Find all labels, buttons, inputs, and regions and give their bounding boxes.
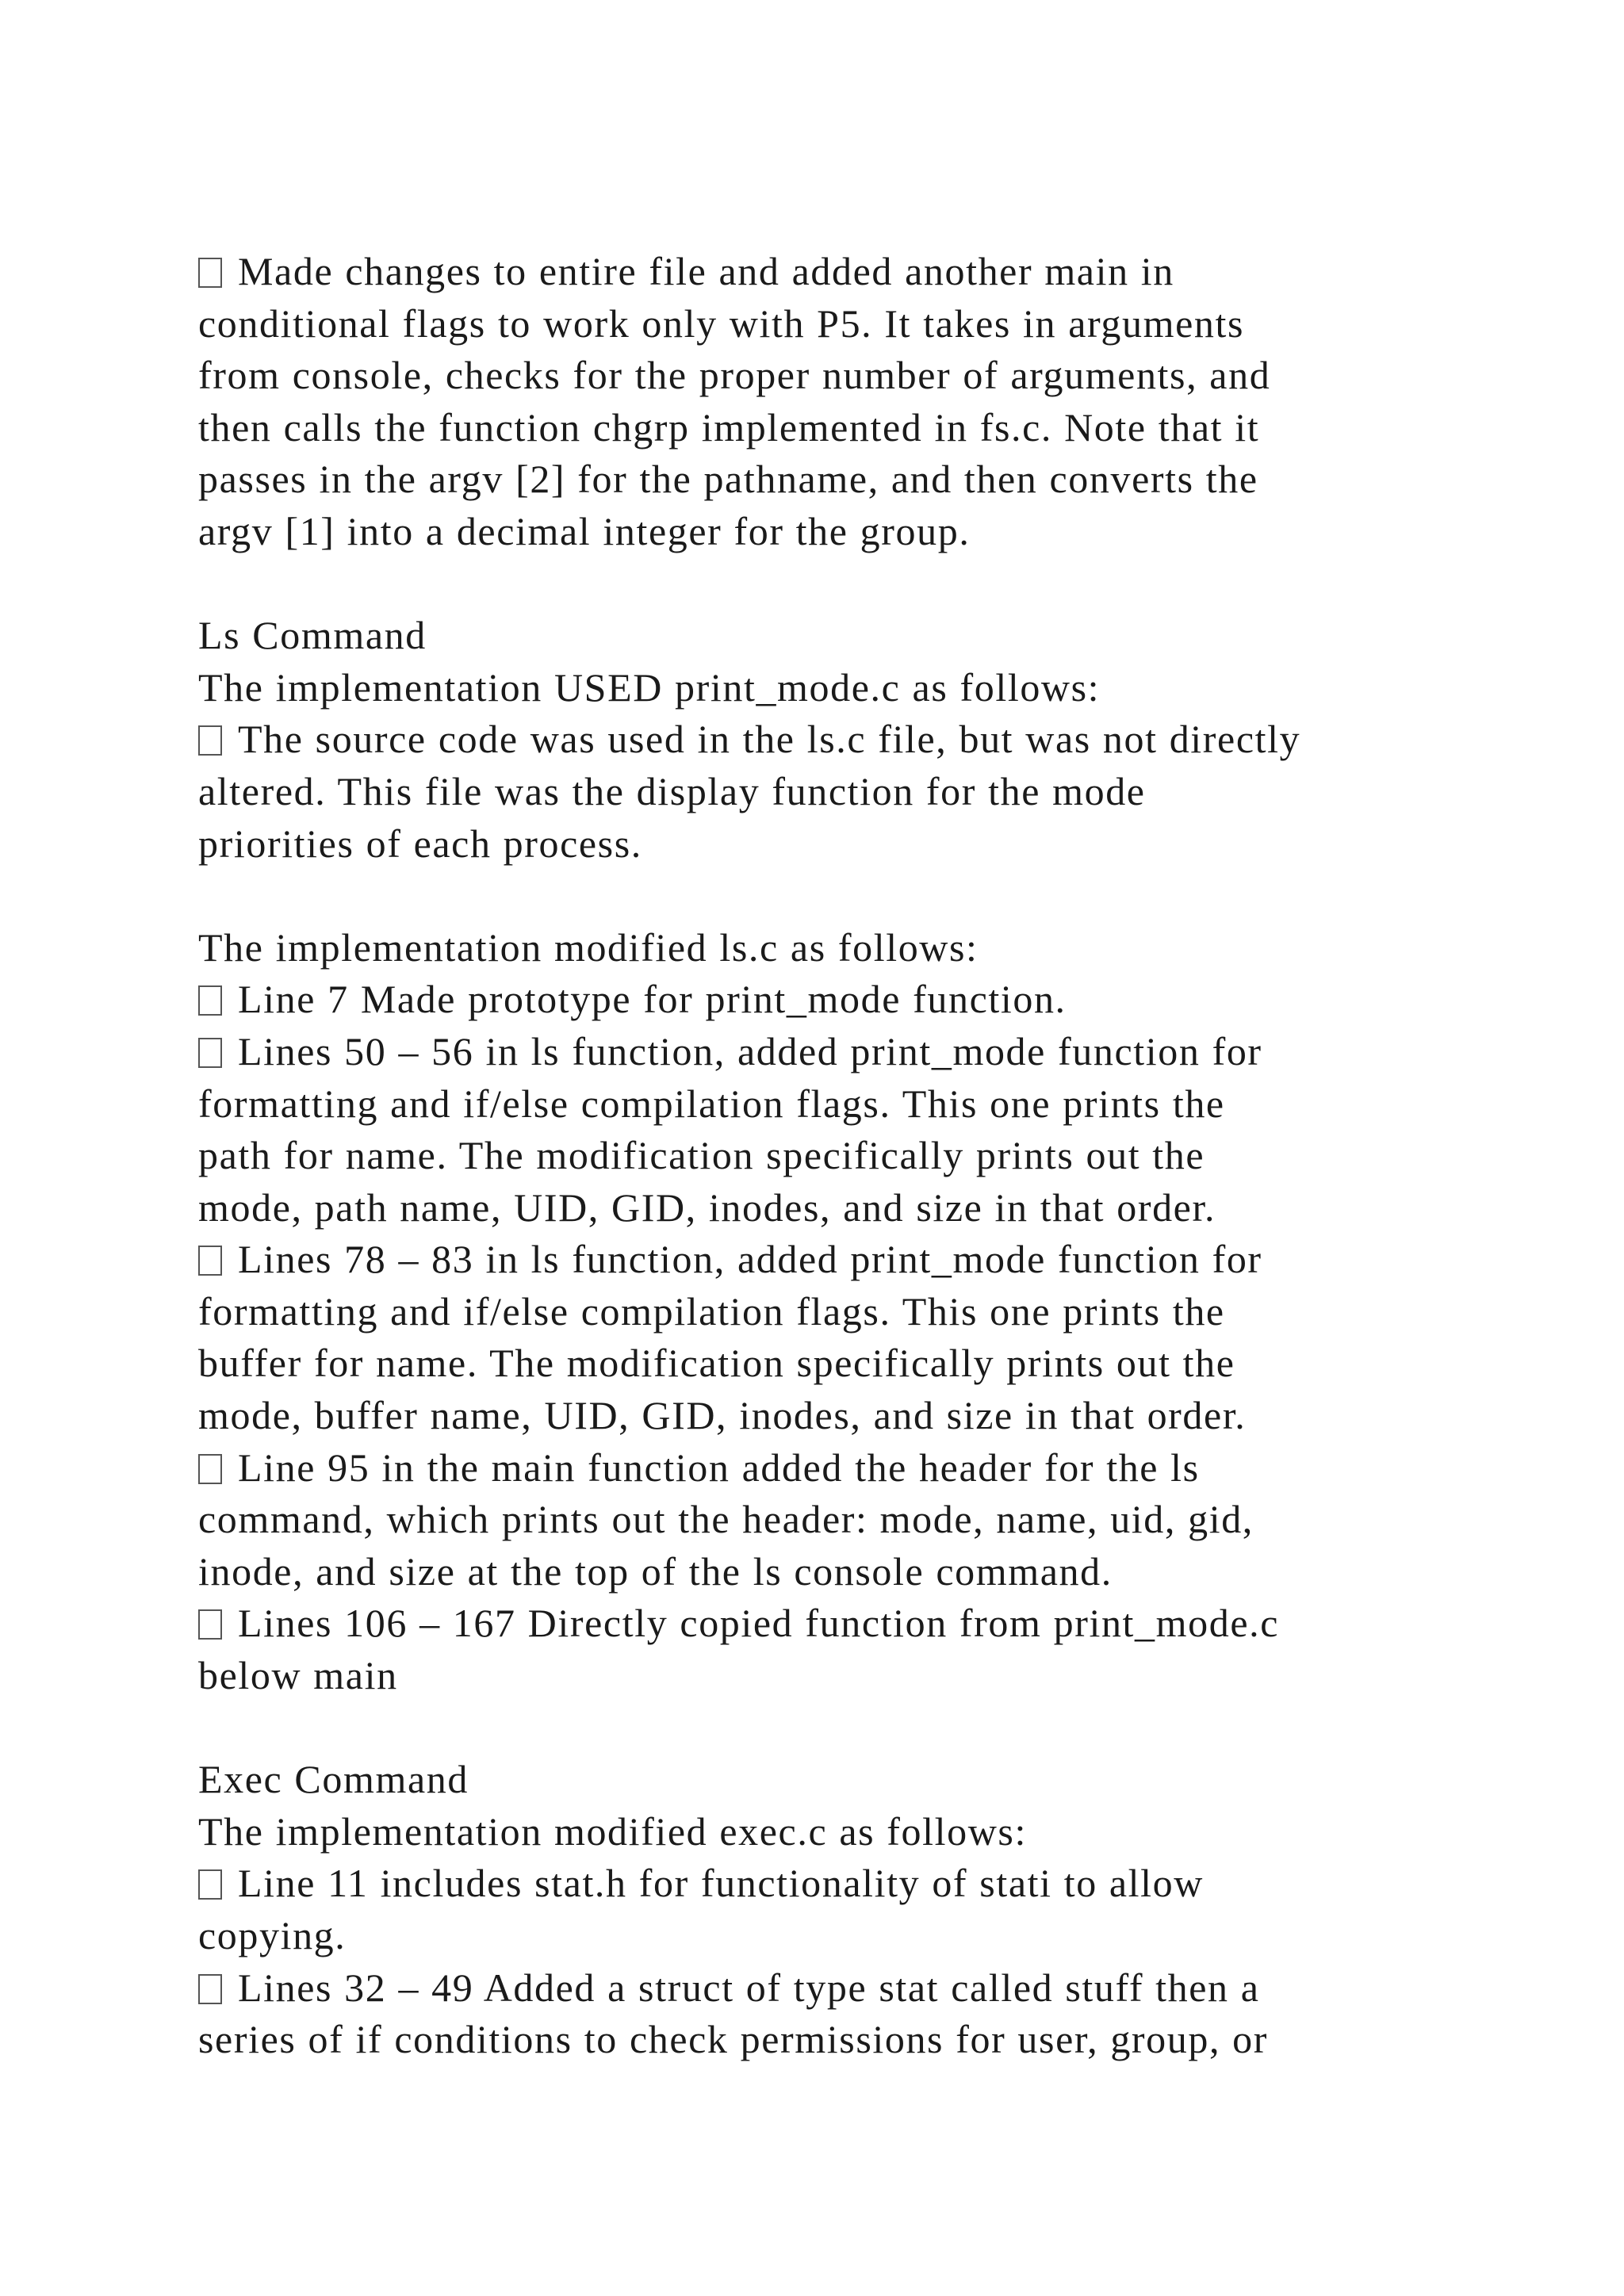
bullet-item-line bbox=[198, 1182, 1451, 1234]
bullet-item-line bbox=[198, 1286, 1451, 1338]
missing-glyph-bullet-icon bbox=[198, 258, 222, 288]
bullet-item-line bbox=[198, 1130, 1451, 1182]
line-text: path for name. The modification specifically prints out the bbox=[198, 1133, 1205, 1178]
bullet-item-line bbox=[198, 350, 1451, 402]
line-text: Lines 50 – 56 in ls function, added print_mode function for bbox=[238, 1028, 1262, 1073]
bullet-item-line bbox=[198, 1337, 1451, 1390]
line-text: conditional flags to work only with P5. It takes in arguments bbox=[198, 300, 1245, 346]
text-line bbox=[198, 922, 1451, 974]
bullet-item-line bbox=[198, 818, 1451, 871]
line-text: Made changes to entire file and added another main in bbox=[238, 249, 1174, 293]
line-text: altered. This file was the display function for the mode bbox=[198, 768, 1146, 813]
line-text: The implementation USED print_mode.c as follows: bbox=[198, 664, 1101, 710]
line-text: command, which prints out the header: mode, name, uid, gid, bbox=[198, 1497, 1254, 1542]
missing-glyph-bullet-icon bbox=[198, 1974, 222, 2004]
line-text: Lines 78 – 83 in ls function, added print_mode function for bbox=[238, 1237, 1262, 1282]
bullet-item-line bbox=[198, 1078, 1451, 1131]
bullet-item-line bbox=[198, 1442, 1451, 1494]
missing-glyph-bullet-icon bbox=[198, 725, 222, 756]
line-text: formatting and if/else compilation flags. This one prints the bbox=[198, 1288, 1225, 1334]
bullet-item-line bbox=[198, 1546, 1451, 1598]
missing-glyph-bullet-icon bbox=[198, 1454, 222, 1484]
missing-glyph-bullet-icon bbox=[198, 1246, 222, 1276]
line-text: series of if conditions to check permissions for user, group, or bbox=[198, 2017, 1269, 2062]
text-line bbox=[198, 1806, 1451, 1858]
line-text: copying. bbox=[198, 1913, 347, 1957]
bullet-item-line bbox=[198, 506, 1451, 558]
line-text: formatting and if/else compilation flags. This one prints the bbox=[198, 1081, 1225, 1126]
line-text: The source code was used in the ls.c file, but was not directly bbox=[238, 717, 1301, 762]
blank-line bbox=[198, 558, 1451, 610]
missing-glyph-bullet-icon bbox=[198, 1038, 222, 1068]
line-text: The implementation modified exec.c as follows: bbox=[198, 1808, 1027, 1854]
bullet-item-line bbox=[198, 1234, 1451, 1286]
line-text: Line 7 Made prototype for print_mode function. bbox=[238, 977, 1067, 1022]
bullet-item-line bbox=[198, 766, 1451, 818]
line-text: Ls Command bbox=[198, 613, 427, 658]
text-line bbox=[198, 662, 1451, 714]
line-text: priorities of each process. bbox=[198, 821, 642, 866]
bullet-item-line bbox=[198, 1390, 1451, 1442]
line-text: passes in the argv [2] for the pathname, and then converts the bbox=[198, 457, 1258, 502]
line-text: inode, and size at the top of the ls console command. bbox=[198, 1548, 1113, 1594]
bullet-item-line bbox=[198, 1026, 1451, 1078]
line-text: Line 11 includes stat.h for functionality of stati to allow bbox=[238, 1861, 1204, 1906]
bullet-item-line bbox=[198, 1962, 1451, 2015]
line-text: Lines 32 – 49 Added a struct of type stat called stuff then a bbox=[238, 1965, 1260, 2010]
blank-line bbox=[198, 1702, 1451, 1755]
bullet-item-line bbox=[198, 246, 1451, 298]
bullet-item-line bbox=[198, 974, 1451, 1026]
bullet-item-line bbox=[198, 1650, 1451, 1702]
bullet-item-line bbox=[198, 714, 1451, 766]
document-body bbox=[198, 246, 1451, 2066]
text-line bbox=[198, 1754, 1451, 1806]
blank-line bbox=[198, 870, 1451, 922]
bullet-item-line bbox=[198, 1494, 1451, 1546]
missing-glyph-bullet-icon bbox=[198, 1609, 222, 1640]
line-text: argv [1] into a decimal integer for the group. bbox=[198, 508, 971, 553]
missing-glyph-bullet-icon bbox=[198, 1869, 222, 1900]
bullet-item-line bbox=[198, 2014, 1451, 2066]
line-text: Exec Command bbox=[198, 1757, 469, 1802]
bullet-item-line bbox=[198, 1910, 1451, 1962]
bullet-item-line bbox=[198, 402, 1451, 454]
line-text: then calls the function chgrp implemented in fs.c. Note that it bbox=[198, 404, 1260, 450]
text-line bbox=[198, 610, 1451, 662]
line-text: buffer for name. The modification specifically prints out the bbox=[198, 1341, 1235, 1386]
bullet-item-line bbox=[198, 1598, 1451, 1650]
missing-glyph-bullet-icon bbox=[198, 985, 222, 1016]
bullet-item-line bbox=[198, 453, 1451, 506]
bullet-item-line bbox=[198, 298, 1451, 350]
line-text: mode, path name, UID, GID, inodes, and size in that order. bbox=[198, 1184, 1216, 1230]
bullet-item-line bbox=[198, 1858, 1451, 1910]
line-text: Lines 106 – 167 Directly copied function from print_mode.c bbox=[238, 1601, 1280, 1646]
line-text: The implementation modified ls.c as follows: bbox=[198, 924, 979, 970]
line-text: Line 95 in the main function added the header for the ls bbox=[238, 1445, 1200, 1490]
line-text: below main bbox=[198, 1653, 398, 1698]
line-text: mode, buffer name, UID, GID, inodes, and size in that order. bbox=[198, 1393, 1247, 1438]
line-text: from console, checks for the proper number of arguments, and bbox=[198, 353, 1271, 398]
